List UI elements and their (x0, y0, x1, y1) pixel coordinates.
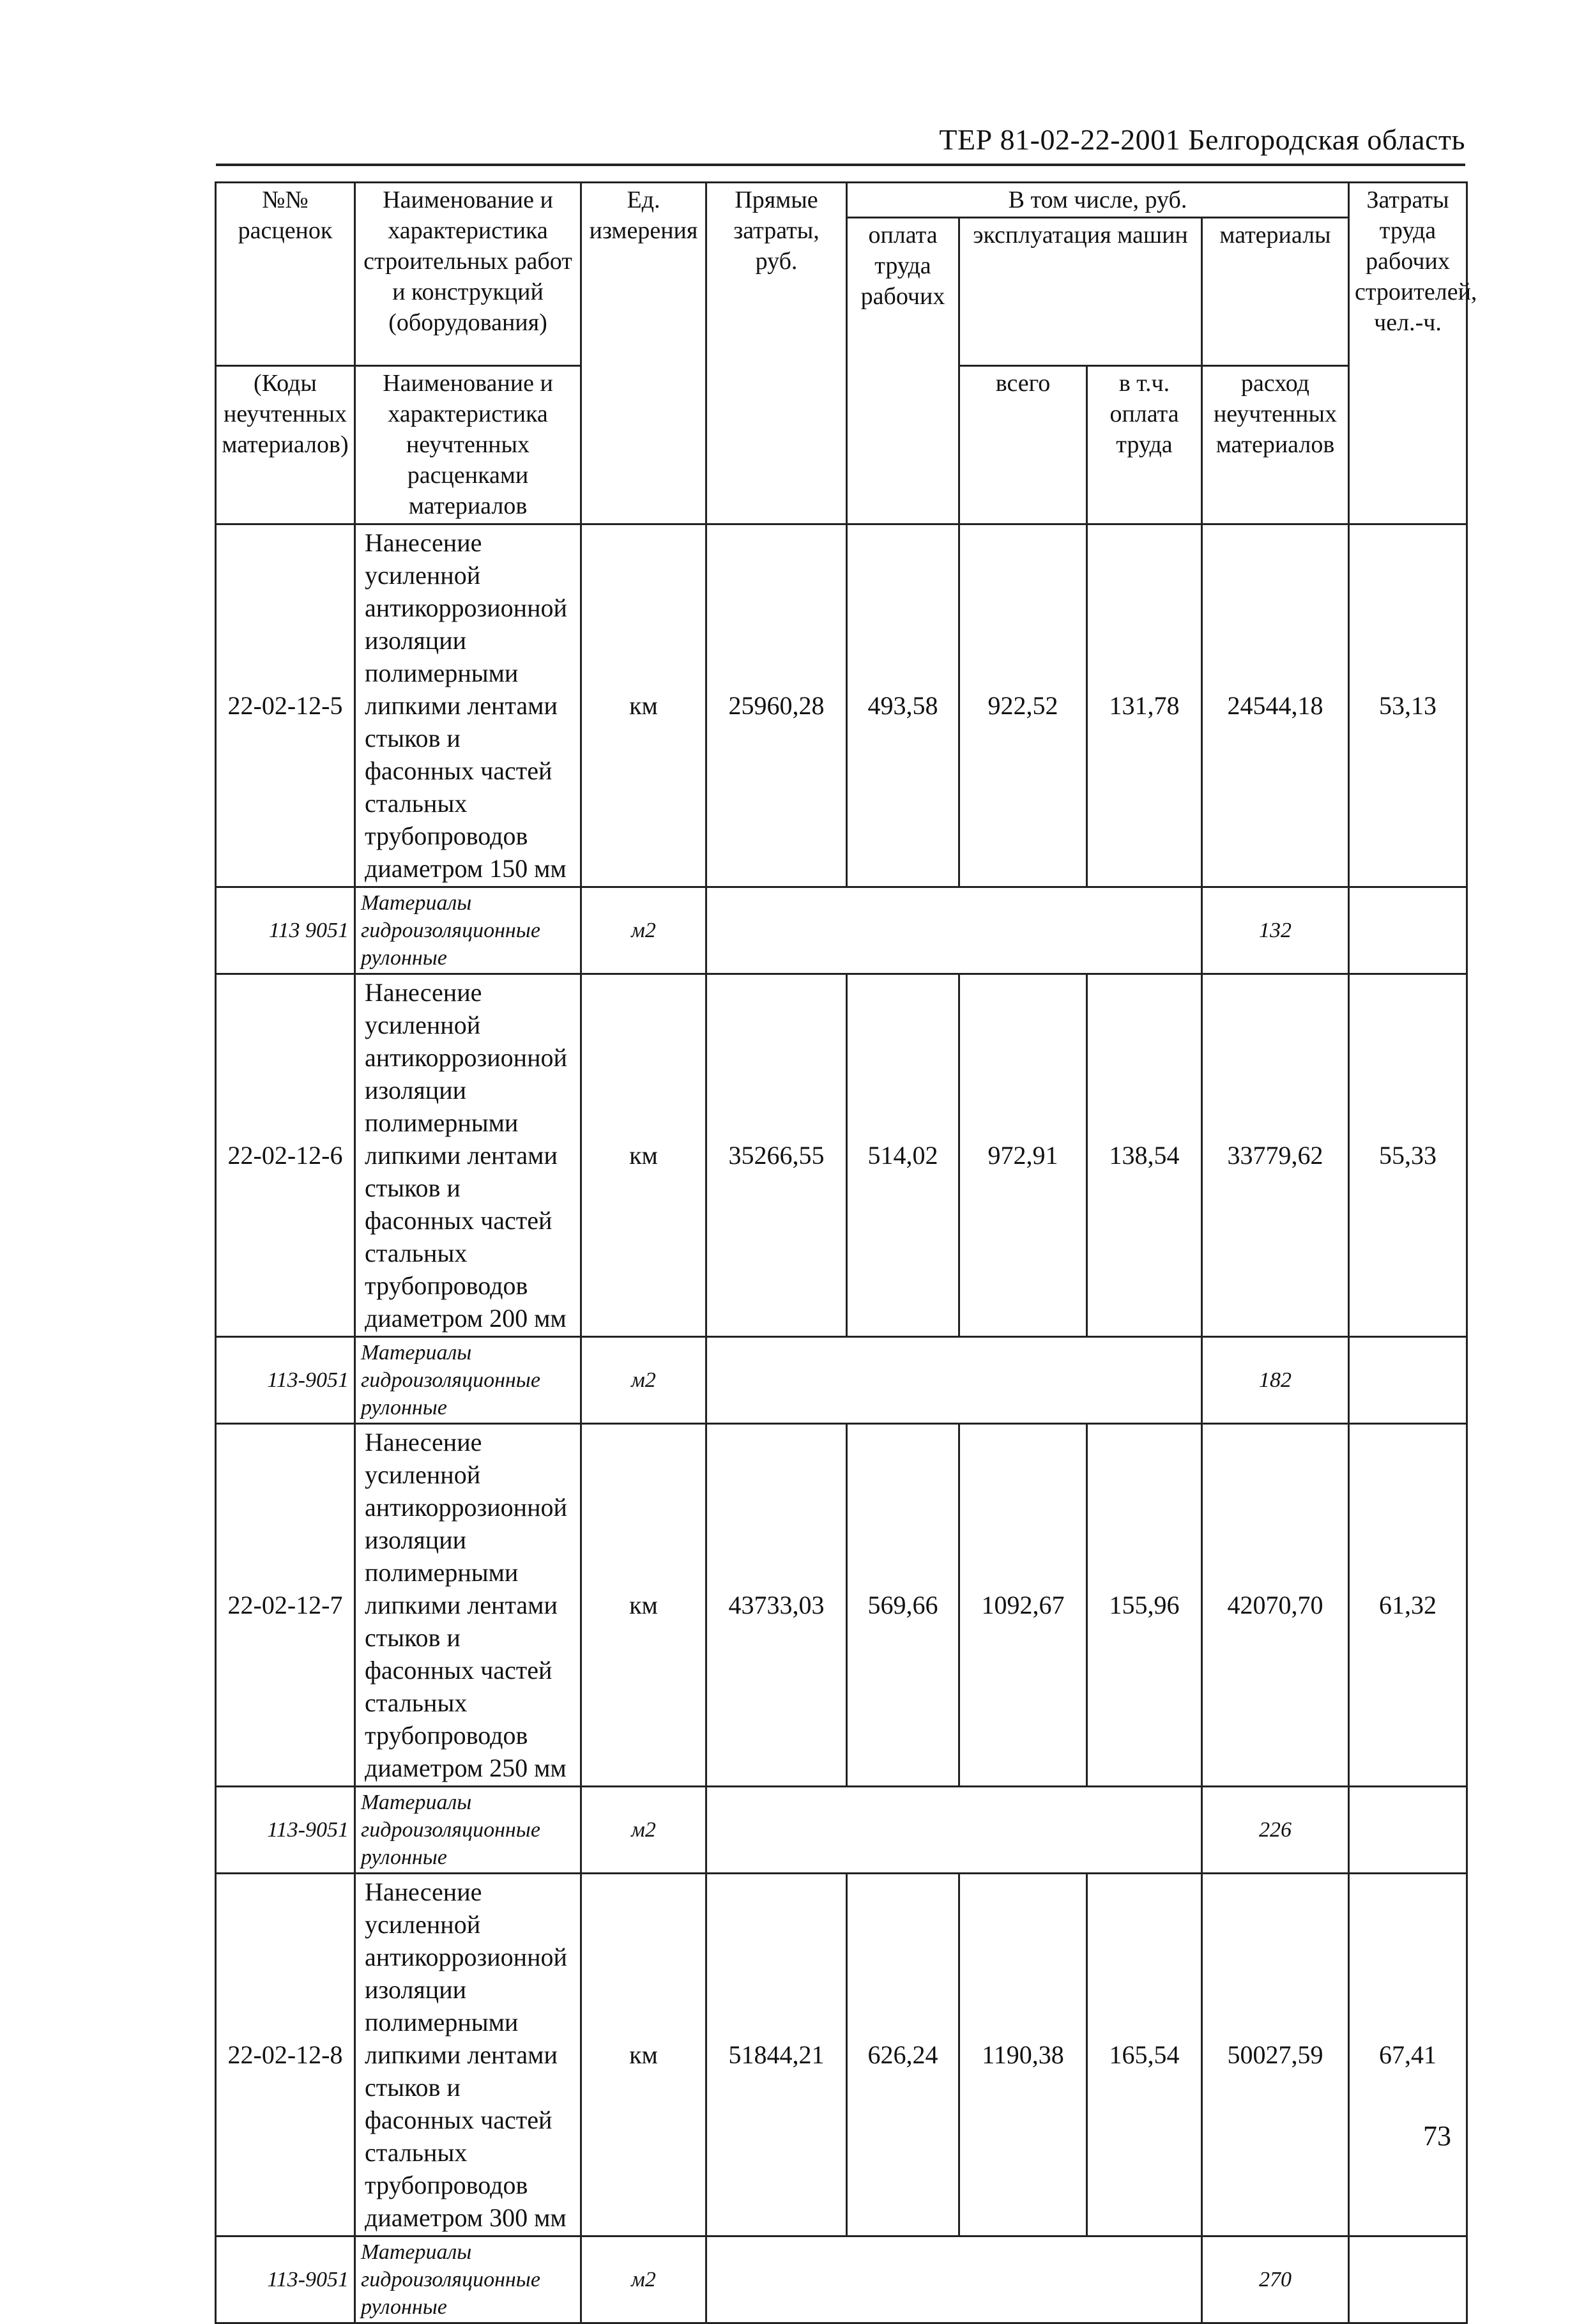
rate-code: 22-02-12-8 (216, 1874, 355, 2236)
material-unit: м2 (581, 1337, 706, 1424)
material-quantity: 226 (1202, 1787, 1349, 1874)
header-machines-total: всего (959, 366, 1087, 524)
material-labor-empty (1349, 1787, 1467, 1874)
rate-row (216, 1874, 1467, 2236)
rate-materials: 50027,59 (1202, 1874, 1349, 2236)
rate-materials: 42070,70 (1202, 1424, 1349, 1787)
material-row (216, 1787, 1467, 1874)
header-machines-wage: в т.ч. оплата труда (1087, 366, 1202, 524)
rate-code: 22-02-12-6 (216, 974, 355, 1337)
material-labor-empty (1349, 1337, 1467, 1424)
rate-wage: 626,24 (847, 1874, 959, 2236)
rate-labor: 61,32 (1349, 1424, 1467, 1787)
header-direct: Прямые затраты, руб. (706, 183, 847, 524)
material-code: 113 9051 (216, 887, 355, 974)
rate-materials: 24544,18 (1202, 524, 1349, 887)
page-number: 73 (1423, 2120, 1451, 2152)
rate-machines-total: 1190,38 (959, 1874, 1087, 2236)
rate-wage: 514,02 (847, 974, 959, 1337)
rate-name: Нанесение усиленной антикоррозионной изоляции полимерными липкими лентами стыков и фасонных частей стальных трубопроводов диаметром 200 мм (355, 974, 581, 1337)
material-code: 113-9051 (216, 2236, 355, 2323)
rate-labor: 67,41 (1349, 1874, 1467, 2236)
rate-code: 22-02-12-7 (216, 1424, 355, 1787)
rate-machines-wage: 138,54 (1087, 974, 1202, 1337)
material-name: Материалы гидроизоляционные рулонные (355, 2236, 581, 2323)
material-empty (706, 1337, 1202, 1424)
rate-direct-cost: 35266,55 (706, 974, 847, 1337)
material-unit: м2 (581, 887, 706, 974)
rate-machines-total: 972,91 (959, 974, 1087, 1337)
rate-row (216, 1424, 1467, 1787)
rate-row (216, 524, 1467, 887)
header-materials: материалы (1202, 218, 1349, 366)
material-name: Материалы гидроизоляционные рулонные (355, 887, 581, 974)
material-labor-empty (1349, 2236, 1467, 2323)
material-row (216, 2236, 1467, 2323)
header-incl: В том числе, руб. (847, 183, 1349, 218)
rate-code: 22-02-12-5 (216, 524, 355, 887)
header-wage: оплата труда рабочих (847, 218, 959, 524)
rate-direct-cost: 25960,28 (706, 524, 847, 887)
rate-machines-total: 1092,67 (959, 1424, 1087, 1787)
rate-machines-wage: 131,78 (1087, 524, 1202, 887)
rate-wage: 569,66 (847, 1424, 959, 1787)
rate-machines-wage: 165,54 (1087, 1874, 1202, 2236)
rate-direct-cost: 51844,21 (706, 1874, 847, 2236)
header-unit: Ед. измерения (581, 183, 706, 524)
rate-row (216, 974, 1467, 1337)
material-row (216, 887, 1467, 974)
header-labor: Затраты труда рабочих строителей, чел.-ч. (1349, 183, 1467, 524)
material-unit: м2 (581, 2236, 706, 2323)
header-name: Наименование и характеристика строительных работ и конструкций (оборудования) (355, 183, 581, 366)
rate-unit: км (581, 1874, 706, 2236)
header-code2: (Коды неучтенных материалов) (216, 366, 355, 524)
rate-labor: 55,33 (1349, 974, 1467, 1337)
rate-wage: 493,58 (847, 524, 959, 887)
header-rule (216, 164, 1465, 166)
material-name: Материалы гидроизоляционные рулонные (355, 1787, 581, 1874)
material-empty (706, 2236, 1202, 2323)
rates-table (215, 181, 1477, 2324)
material-quantity: 132 (1202, 887, 1349, 974)
rate-labor: 53,13 (1349, 524, 1467, 887)
rate-name: Нанесение усиленной антикоррозионной изоляции полимерными липкими лентами стыков и фасонных частей стальных трубопроводов диаметром 250 мм (355, 1424, 581, 1787)
rate-unit: км (581, 1424, 706, 1787)
document-title: ТЕР 81-02-22-2001 Белгородская область (939, 123, 1465, 156)
rate-machines-wage: 155,96 (1087, 1424, 1202, 1787)
header-code: №№ расценок (216, 183, 355, 366)
material-quantity: 270 (1202, 2236, 1349, 2323)
rate-unit: км (581, 974, 706, 1337)
rate-unit: км (581, 524, 706, 887)
material-name: Материалы гидроизоляционные рулонные (355, 1337, 581, 1424)
header-name2: Наименование и характеристика неучтенных расценками материалов (355, 366, 581, 524)
rate-name: Нанесение усиленной антикоррозионной изоляции полимерными липкими лентами стыков и фасонных частей стальных трубопроводов диаметром 300 мм (355, 1874, 581, 2236)
material-code: 113-9051 (216, 1337, 355, 1424)
material-empty (706, 1787, 1202, 1874)
material-quantity: 182 (1202, 1337, 1349, 1424)
material-row (216, 1337, 1467, 1424)
material-code: 113-9051 (216, 1787, 355, 1874)
rate-direct-cost: 43733,03 (706, 1424, 847, 1787)
header-unaccounted: расход неучтенных материалов (1202, 366, 1349, 524)
rate-materials: 33779,62 (1202, 974, 1349, 1337)
material-labor-empty (1349, 887, 1467, 974)
header-machines: эксплуатация машин (959, 218, 1202, 366)
material-empty (706, 887, 1202, 974)
material-unit: м2 (581, 1787, 706, 1874)
rate-name: Нанесение усиленной антикоррозионной изоляции полимерными липкими лентами стыков и фасонных частей стальных трубопроводов диаметром 150 мм (355, 524, 581, 887)
rate-machines-total: 922,52 (959, 524, 1087, 887)
